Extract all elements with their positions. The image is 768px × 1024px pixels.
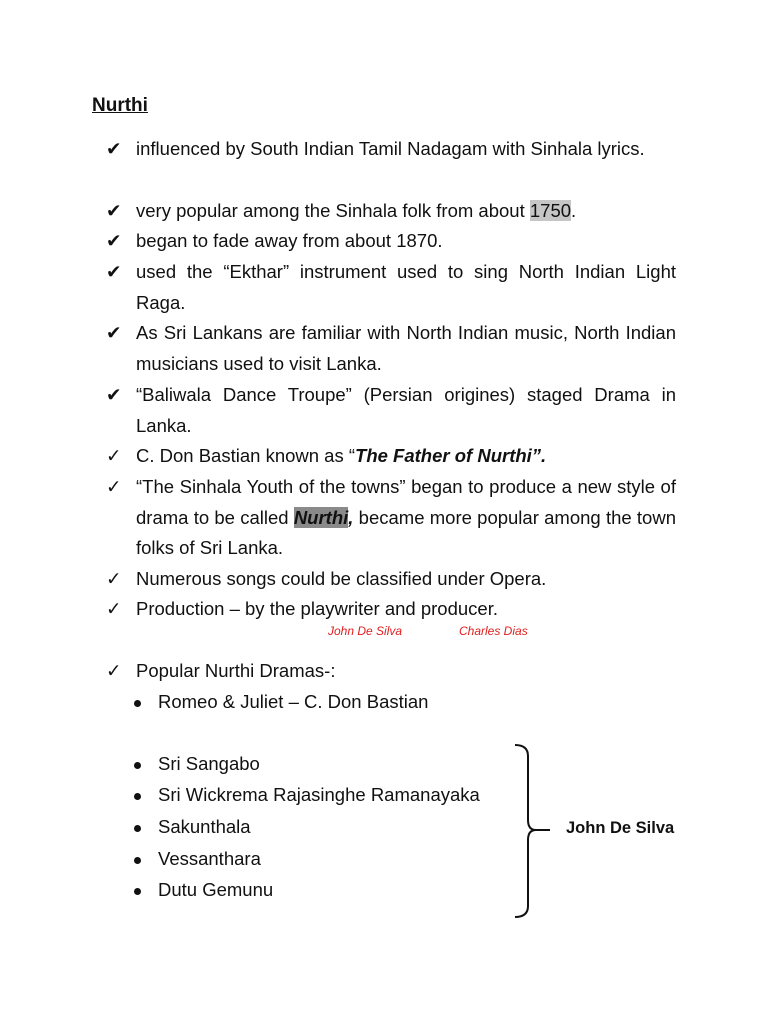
bullet-icon	[134, 825, 141, 832]
check-icon: ✓	[106, 476, 122, 497]
list-item: ✔ “Baliwala Dance Troupe” (Persian origines) staged Drama in Lanka.	[110, 380, 676, 441]
bullet-icon	[134, 762, 141, 769]
bullet-icon	[134, 857, 141, 864]
list-item: ✓ Numerous songs could be classified under Opera.	[110, 564, 676, 595]
list-item: ✓ “The Sinhala Youth of the towns” began to produce a new style of drama to be called Nurthi, became more popular among the town folks of Sri Lanka.	[110, 472, 676, 564]
check-icon: ✔	[106, 138, 122, 159]
check-icon: ✓	[106, 660, 122, 681]
check-icon: ✔	[106, 230, 122, 251]
annotation-producer: Charles Dias	[459, 624, 528, 638]
highlighted-year: 1750	[529, 200, 572, 221]
bullet-icon	[134, 793, 141, 800]
list-item: ✓ C. Don Bastian known as “The Father of Nurthi”.	[110, 441, 676, 472]
drama-item: Dutu Gemunu	[134, 875, 273, 905]
right-brace-icon	[510, 742, 570, 922]
bullet-icon	[134, 888, 141, 895]
drama-item: Sri Wickrema Rajasinghe Ramanayaka	[134, 780, 480, 810]
check-icon: ✔	[106, 322, 122, 343]
list-item: ✓ Production – by the playwriter and producer.	[110, 594, 676, 625]
check-icon: ✓	[106, 568, 122, 589]
drama-item: Vessanthara	[134, 844, 261, 874]
list-item: ✔ As Sri Lankans are familiar with North Indian music, North Indian musicians used to visit Lanka.	[110, 318, 676, 379]
check-icon: ✓	[106, 598, 122, 619]
check-icon: ✓	[106, 445, 122, 466]
page-title: Nurthi	[92, 95, 148, 116]
list-item: ✔ began to fade away from about 1870.	[110, 226, 676, 257]
annotation-playwriter: John De Silva	[328, 624, 403, 638]
drama-item: Sri Sangabo	[134, 749, 260, 779]
bullet-icon	[134, 700, 141, 707]
check-icon: ✔	[106, 200, 122, 221]
list-item: ✔ very popular among the Sinhala folk from about 1750.	[110, 196, 676, 227]
check-icon: ✔	[106, 384, 122, 405]
list-item: ✔ influenced by South Indian Tamil Nadagam with Sinhala lyrics.	[110, 134, 676, 165]
drama-item: Romeo & Juliet – C. Don Bastian	[134, 687, 428, 717]
group-author-label: John De Silva	[566, 819, 675, 837]
list-item: ✓ Popular Nurthi Dramas-:	[110, 656, 676, 687]
check-icon: ✔	[106, 261, 122, 282]
list-item: ✔ used the “Ekthar” instrument used to sing North Indian Light Raga.	[110, 257, 676, 318]
drama-item: Sakunthala	[134, 812, 251, 842]
highlighted-term: Nurthi	[293, 506, 349, 528]
